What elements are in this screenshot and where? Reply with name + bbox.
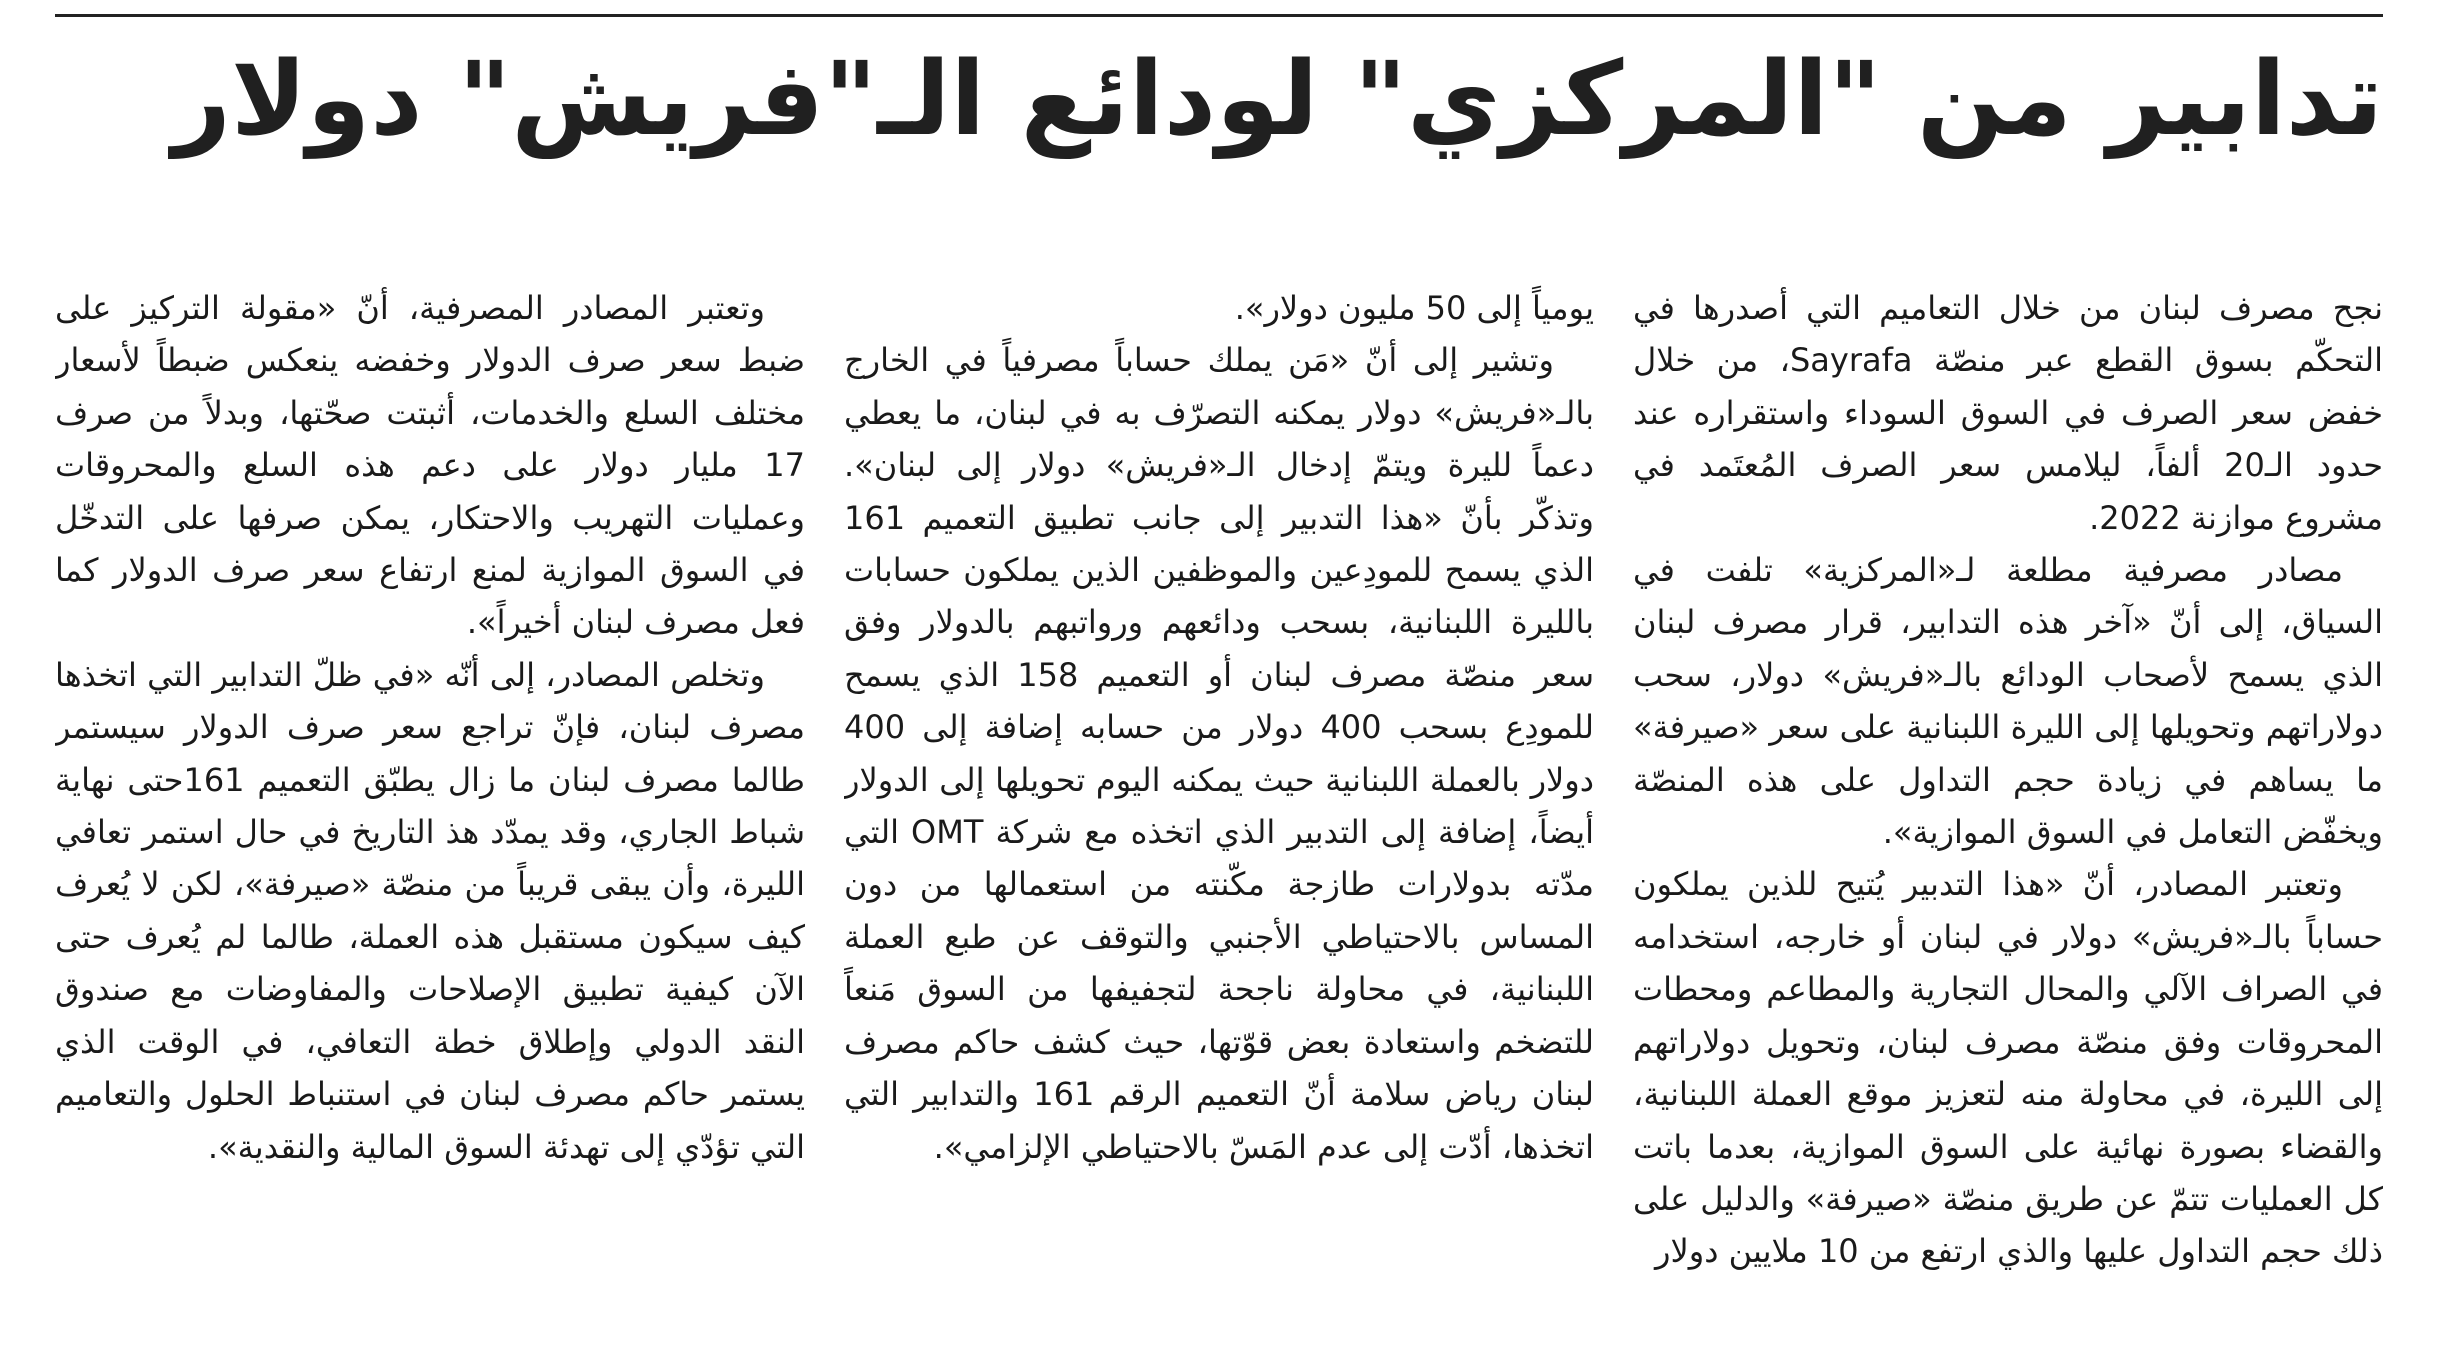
article-column-middle <box>844 282 1594 1342</box>
article-paragraph: وتخلص المصادر، إلى أنّه «في ظلّ التدابير التي اتخذها مصرف لبنان، فإنّ تراجع سعر صرف الدولار سيستمر طالما مصرف لبنان ما زال يطبّق التعميم 161حتى نهاية شباط الجاري، وقد يمدّد هذ التاريخ في حال استمر تعافي الليرة، وأن يبقى قريباً من منصّة «صيرفة»، لكن لا يُعرف كيف سيكون مستقبل هذه العملة، طالما لم يُعرف حتى الآن كيفية تطبيق الإصلاحات والمفاوضات مع صندوق النقد الدولي وإطلاق خطة التعافي، في الوقت الذي يستمر حاكم مصرف لبنان في استنباط الحلول والتعاميم التي تؤدّي إلى تهدئة السوق المالية والنقدية». <box>55 655 805 1166</box>
article-paragraph: يومياً إلى 50 مليون دولار». <box>1234 289 1594 327</box>
article-paragraph: وتعتبر المصادر المصرفية، أنّ «مقولة التركيز على ضبط سعر صرف الدولار وخفضه ينعكس ضبطاً لأسعار مختلف السلع والخدمات، أثبتت صحّتها، وبدلاً من صرف 17 مليار دولار على دعم هذه السلع والمحروقات وعمليات التهريب والاحتكار، يمكن صرفها على التدخّل في السوق الموازية لمنع ارتفاع سعر صرف الدولار كما فعل مصرف لبنان أخيراً». <box>55 289 805 642</box>
article-headline: تدابير من "المركزي" لودائع الـ"فريش" دولار <box>172 40 2383 159</box>
article-paragraph: مصادر مصرفية مطلعة لـ«المركزية» تلفت في السياق، إلى أنّ «آخر هذه التدابير، قرار مصرف لبنان الذي يسمح لأصحاب الودائع بالـ«فريش» دولار، سحب دولاراتهم وتحويلها إلى الليرة اللبنانية على سعر «صيرفة» ما يساهم في زيادة حجم التداول على هذه المنصّة ويخفّض التعامل في السوق الموازية». <box>1633 551 2383 852</box>
article-paragraph: وتعتبر المصادر، أنّ «هذا التدبير يُتيح للذين يملكون حساباً بالـ«فريش» دولار في لبنان أو خارجه، استخدامه في الصراف الآلي والمحال التجارية والمطاعم ومحطات المحروقات وفق منصّة مصرف لبنان، وتحويل دولاراتهم إلى الليرة، في محاولة منه لتعزيز موقع العملة اللبنانية، والقضاء بصورة نهائية على السوق الموازية، بعدما باتت كل العمليات تتمّ عن طريق منصّة «صيرفة» والدليل على ذلك حجم التداول عليها والذي ارتفع من 10 ملايين دولار <box>1633 865 2383 1271</box>
top-rule <box>55 14 2383 17</box>
article-column-left <box>55 282 805 1342</box>
article-column-right <box>1633 282 2383 1342</box>
article-paragraph: نجح مصرف لبنان من خلال التعاميم التي أصدرها في التحكّم بسوق القطع عبر منصّة Sayrafa، من خلال خفض سعر الصرف في السوق السوداء واستقراره عند حدود الـ20 ألفاً، ليلامس سعر الصرف المُعتَمد في مشروع موازنة 2022. <box>1633 289 2383 537</box>
article-paragraph: وتشير إلى أنّ «مَن يملك حساباً مصرفياً في الخارج بالـ«فريش» دولار يمكنه التصرّف به في لبنان، ما يعطي دعماً لليرة ويتمّ إدخال الـ«فريش» دولار إلى لبنان». وتذكّر بأنّ «هذا التدبير إلى جانب تطبيق التعميم 161 الذي يسمح للمودِعين والموظفين الذين يملكون حسابات بالليرة اللبنانية، بسحب ودائعهم ورواتبهم بالدولار وفق سعر منصّة مصرف لبنان أو التعميم 158 الذي يسمح للمودِع بسحب 400 دولار من حسابه إضافة إلى 400 دولار بالعملة اللبنانية حيث يمكنه اليوم تحويلها إلى الدولار أيضاً، إضافة إلى التدبير الذي اتخذه مع شركة OMT التي مدّته بدولارات طازجة مكّنته من استعمالها من دون المساس بالاحتياطي الأجنبي والتوقف عن طبع العملة اللبنانية، في محاولة ناجحة لتجفيفها من السوق مَنعاً للتضخم واستعادة بعض قوّتها، حيث كشف حاكم مصرف لبنان رياض سلامة أنّ التعميم الرقم 161 والتدابير التي اتخذها، أدّت إلى عدم المَسّ بالاحتياطي الإلزامي». <box>844 341 1594 1166</box>
